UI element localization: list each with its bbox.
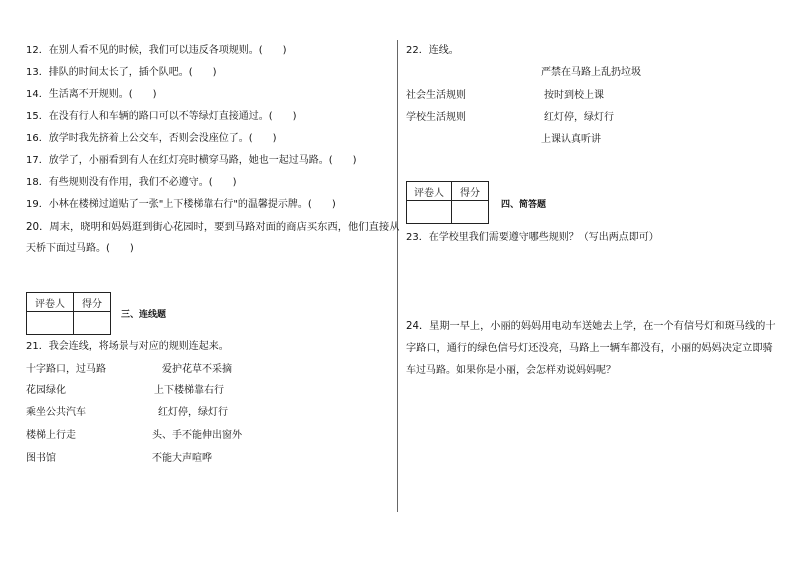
rule-item: 头、手不能伸出窗外 bbox=[152, 430, 242, 441]
scene-item: 楼梯上行走 bbox=[26, 430, 76, 441]
section-3-title: 三、连线题 bbox=[121, 310, 167, 320]
category-item: 学校生活规则 bbox=[406, 112, 466, 123]
grader-header: 评卷人 bbox=[407, 182, 452, 201]
rule-item: 上课认真听讲 bbox=[541, 134, 601, 145]
rule-item: 严禁在马路上乱扔垃圾 bbox=[541, 67, 641, 78]
score-header: 得分 bbox=[74, 293, 111, 312]
score-cell[interactable] bbox=[452, 201, 489, 224]
score-cell[interactable] bbox=[74, 312, 111, 335]
grader-header: 评卷人 bbox=[27, 293, 74, 312]
grader-cell[interactable] bbox=[27, 312, 74, 335]
question-21-prompt: 21．我会连线，将场景与对应的规则连起来。 bbox=[26, 341, 229, 352]
question-13: 13．排队的时间太长了，插个队吧。( ) bbox=[26, 67, 217, 78]
scene-item: 图书馆 bbox=[26, 453, 56, 464]
question-20-line-2: 天桥下面过马路。( ) bbox=[26, 243, 134, 254]
question-14: 14．生活离不开规则。( ) bbox=[26, 89, 157, 100]
rule-item: 按时到校上课 bbox=[544, 90, 604, 101]
score-table-left bbox=[26, 292, 111, 335]
scene-item: 花园绿化 bbox=[26, 385, 66, 396]
question-24-line-1: 24．星期一早上，小丽的妈妈用电动车送她去上学，在一个有信号灯和斑马线的十 bbox=[406, 321, 776, 332]
score-table-right bbox=[406, 181, 489, 224]
question-16: 16．放学时我先挤着上公交车，否则会没座位了。( ) bbox=[26, 133, 277, 144]
rule-item: 爱护花草不采摘 bbox=[162, 364, 232, 375]
question-15: 15．在没有行人和车辆的路口可以不等绿灯直接通过。( ) bbox=[26, 111, 297, 122]
scene-item: 乘坐公共汽车 bbox=[26, 407, 86, 418]
question-22-prompt: 22．连线。 bbox=[406, 45, 459, 56]
rule-item: 上下楼梯靠右行 bbox=[154, 385, 224, 396]
question-24-line-3: 车过马路。如果你是小丽，会怎样劝说妈妈呢？ bbox=[406, 365, 616, 376]
rule-item: 红灯停，绿灯行 bbox=[544, 112, 614, 123]
question-23: 23．在学校里我们需要遵守哪些规则？（写出两点即可） bbox=[406, 232, 659, 243]
section-4-title: 四、简答题 bbox=[501, 200, 547, 210]
rule-item: 不能大声喧哗 bbox=[152, 453, 212, 464]
question-19: 19．小林在楼梯过道贴了一张"上下楼梯靠右行"的温馨提示牌。( ) bbox=[26, 199, 336, 210]
question-18: 18．有些规则没有作用，我们不必遵守。( ) bbox=[26, 177, 237, 188]
column-divider bbox=[397, 40, 398, 512]
rule-item: 红灯停，绿灯行 bbox=[158, 407, 228, 418]
question-20-line-1: 20．周末，晓明和妈妈逛到街心花园时，要到马路对面的商店买东西，他们直接从 bbox=[26, 221, 400, 233]
question-17: 17．放学了，小丽看到有人在红灯亮时横穿马路，她也一起过马路。( ) bbox=[26, 155, 357, 166]
grader-cell[interactable] bbox=[407, 201, 452, 224]
question-24-line-2: 字路口，通行的绿色信号灯还没亮，马路上一辆车都没有，小丽的妈妈决定立即骑 bbox=[406, 343, 773, 354]
scene-item: 十字路口，过马路 bbox=[26, 364, 106, 375]
question-12: 12．在别人看不见的时候，我们可以违反各项规则。( ) bbox=[26, 45, 287, 56]
score-header: 得分 bbox=[452, 182, 489, 201]
category-item: 社会生活规则 bbox=[406, 90, 466, 101]
